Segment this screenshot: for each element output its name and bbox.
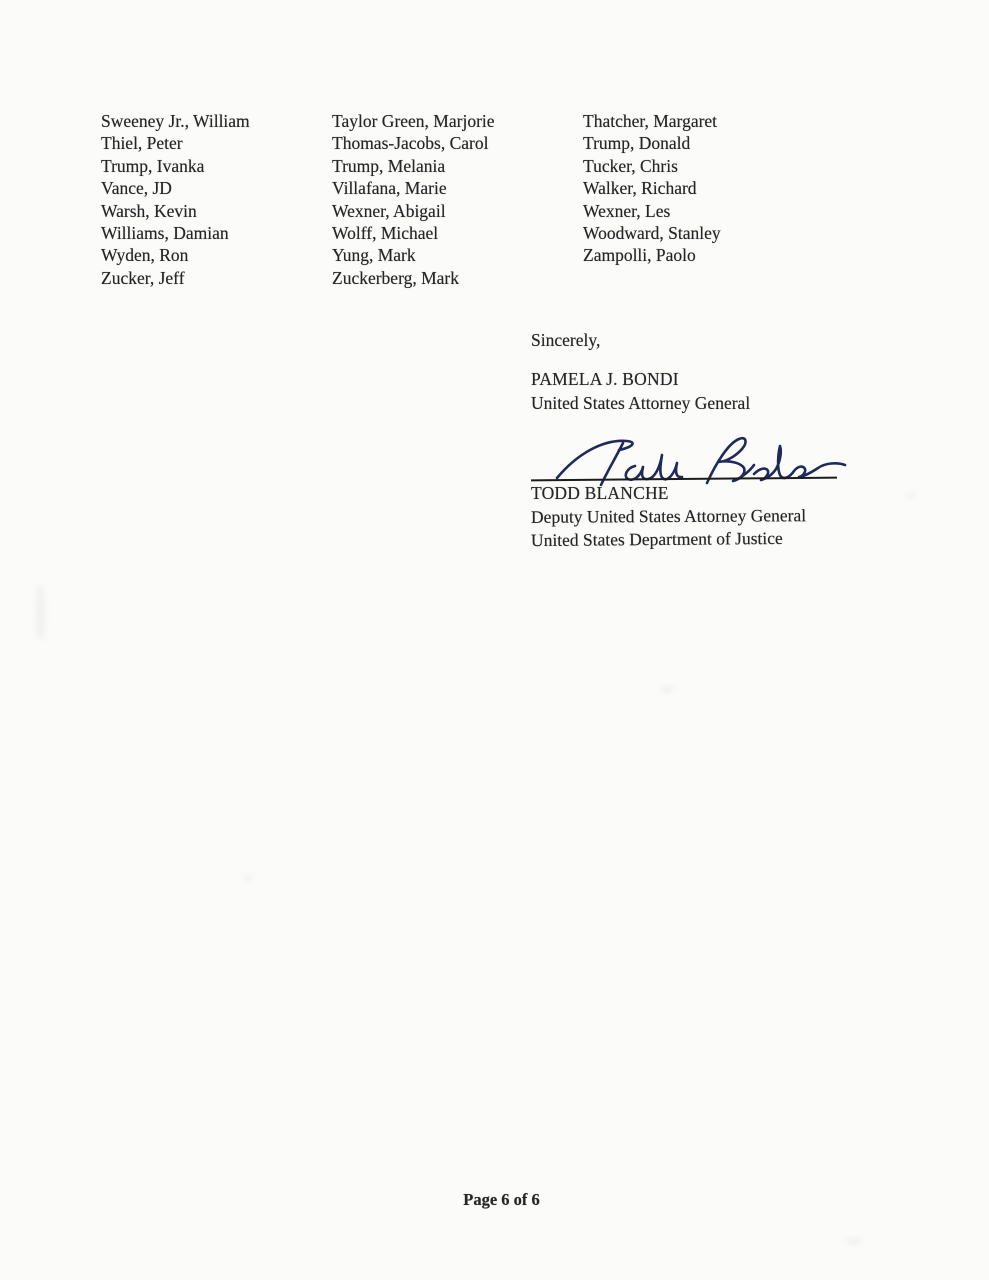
page-number: Page 6 of 6 [463,1190,540,1209]
recipient-name: Thomas-Jacobs, Carol [332,133,489,154]
signer-secondary-name: TODD BLANCHE [531,483,669,503]
recipient-name: Trump, Melania [332,155,446,176]
recipient-name: Thiel, Peter [101,133,183,154]
recipient-name: Walker, Richard [583,178,697,199]
signer-secondary-org: United States Department of Justice [530,527,783,551]
scan-smudge [243,874,253,882]
signer-secondary-title: Deputy United States Attorney General [530,505,807,527]
recipient-column-2 [332,110,495,289]
recipient-name: Trump, Ivanka [101,155,205,176]
recipient-name: Williams, Damian [101,223,229,244]
scan-smudge [36,585,45,640]
recipient-name: Zampolli, Paolo [583,245,696,266]
recipient-name: Wolff, Michael [332,223,439,244]
recipient-column-1 [101,110,250,289]
scan-smudge [905,492,917,499]
signer-primary-name: PAMELA J. BONDI [531,369,679,389]
recipient-name: Warsh, Kevin [101,200,197,221]
recipient-name: Woodward, Stanley [583,223,721,244]
recipient-name: Villafana, Marie [332,178,447,199]
recipient-name: Wexner, Les [583,200,671,221]
recipient-name: Yung, Mark [332,245,416,266]
recipient-name: Trump, Donald [583,133,691,154]
recipient-column-3 [583,110,721,267]
salutation: Sincerely, [531,330,601,350]
recipient-name: Vance, JD [101,178,172,199]
scan-smudge [660,686,674,693]
signer-primary-title: United States Attorney General [531,392,751,413]
recipient-name: Zucker, Jeff [101,267,185,288]
signer-primary-block [531,368,750,415]
recipient-name: Thatcher, Margaret [583,111,718,131]
scan-smudge [846,1238,862,1245]
recipient-name: Sweeney Jr., William [101,111,250,131]
recipient-name: Zuckerberg, Mark [332,267,459,288]
recipient-name: Taylor Green, Marjorie [332,111,495,131]
scan-smudge [380,184,390,190]
recipient-name: Wyden, Ron [101,245,189,266]
signer-secondary-block [531,482,806,551]
recipient-name: Tucker, Chris [583,155,678,176]
recipient-name: Wexner, Abigail [332,200,446,221]
